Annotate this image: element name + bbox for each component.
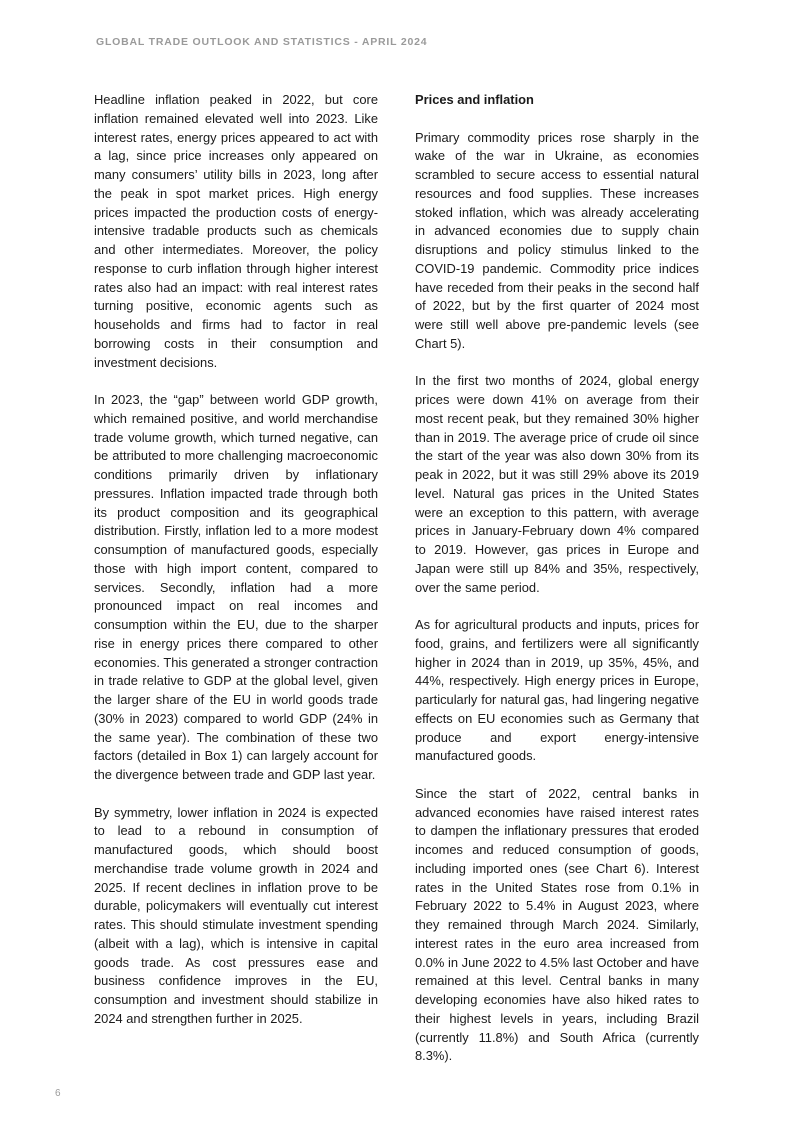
right-column — [415, 91, 699, 1085]
running-header: GLOBAL TRADE OUTLOOK AND STATISTICS - APRIL 2024 — [96, 36, 428, 48]
paragraph: In 2023, the “gap” between world GDP growth, which remained positive, and world merchandise trade volume growth, which turned negative, can be attributed to more challenging macroeconomic conditions primarily driven by inflationary pressures. Inflation impacted trade through both its product composition and its geographical distribution. Firstly, inflation led to a more modest consumption of manufactured goods, especially those with high import content, compared to services. Secondly, inflation had a more pronounced impact on real incomes and consumption within the EU, due to the sharper rise in energy prices there compared to other economies. This generated a stronger contraction in trade relative to GDP at the global level, given the larger share of the EU in world goods trade (30% in 2023) compared to world GDP (24% in the same year). The combination of these two factors (detailed in Box 1) can largely account for the divergence between trade and GDP last year. — [94, 392, 378, 782]
paragraph: Primary commodity prices rose sharply in the wake of the war in Ukraine, as economies scrambled to secure access to essential natural resources and food supplies. These increases stoked inflation, which was already accelerating in advanced economies due to supply chain disruptions and policy stimulus linked to the COVID-19 pandemic. Commodity price indices have receded from their peaks in the second half of 2022, but by the first quarter of 2024 most were still well above pre-pandemic levels (see Chart 5). — [415, 129, 699, 351]
paragraph: By symmetry, lower inflation in 2024 is expected to lead to a rebound in consumption of manufactured goods, which should boost merchandise trade volume growth in 2024 and 2025. If recent declines in inflation prove to be durable, policymakers will eventually cut interest rates. This should stimulate investment spending (albeit with a lag), which is intensive in capital goods trade. As cost pressures ease and business confidence improves in the EU, consumption and investment should stabilize in 2024 and strengthen further in 2025. — [94, 804, 378, 1026]
paragraph: Since the start of 2022, central banks in advanced economies have raised interest rates to dampen the inflationary pressures that eroded incomes and reduced consumption of goods, including imported ones (see Chart 6). Interest rates in the United States rose from 0.1% in February 2022 to 5.4% in August 2023, where they remained through March 2024. Similarly, interest rates in the euro area increased from 0.0% in June 2022 to 4.5% last October and have remained at this level. Central banks in many developing economies have also hiked rates to their highest levels in years, including Brazil (currently 11.8%) and South Africa (currently 8.3%). — [415, 785, 699, 1064]
paragraph: Headline inflation peaked in 2022, but core inflation remained elevated well into 2023. Like interest rates, energy prices appeared to act with a lag, since price increases only appeared on many consumers’ utility bills in 2023, long after the peak in spot market prices. High energy prices impacted the production costs of energy-intensive tradable products such as chemicals and other intermediates. Moreover, the policy response to curb inflation through higher interest rates also had an impact: with real interest rates turning positive, economic agents such as households and firms had to factor in real borrowing costs in their consumption and investment decisions. — [94, 92, 378, 370]
section-heading: Prices and inflation — [415, 92, 534, 107]
paragraph: In the first two months of 2024, global energy prices were down 41% on average from their most recent peak, but they remained 30% higher than in 2019. The average price of crude oil since the start of the year was also down 30% from its peak in 2022, but it was still 29% above its 2019 level. Natural gas prices in the United States were an exception to this pattern, with average prices in January-February down 4% compared to 2019. However, gas prices in Europe and Japan were still up 84% and 35%, respectively, over the same period. — [415, 373, 699, 595]
paragraph: As for agricultural products and inputs, prices for food, grains, and fertilizers were all significantly higher in 2024 than in 2019, up 35%, 45%, and 44%, respectively. High energy prices in Europe, particularly for natural gas, had lingering negative effects on EU economies such as Germany that produce and export energy-intensive manufactured goods. — [415, 617, 699, 764]
left-column — [94, 91, 378, 1047]
page-number: 6 — [55, 1088, 61, 1099]
